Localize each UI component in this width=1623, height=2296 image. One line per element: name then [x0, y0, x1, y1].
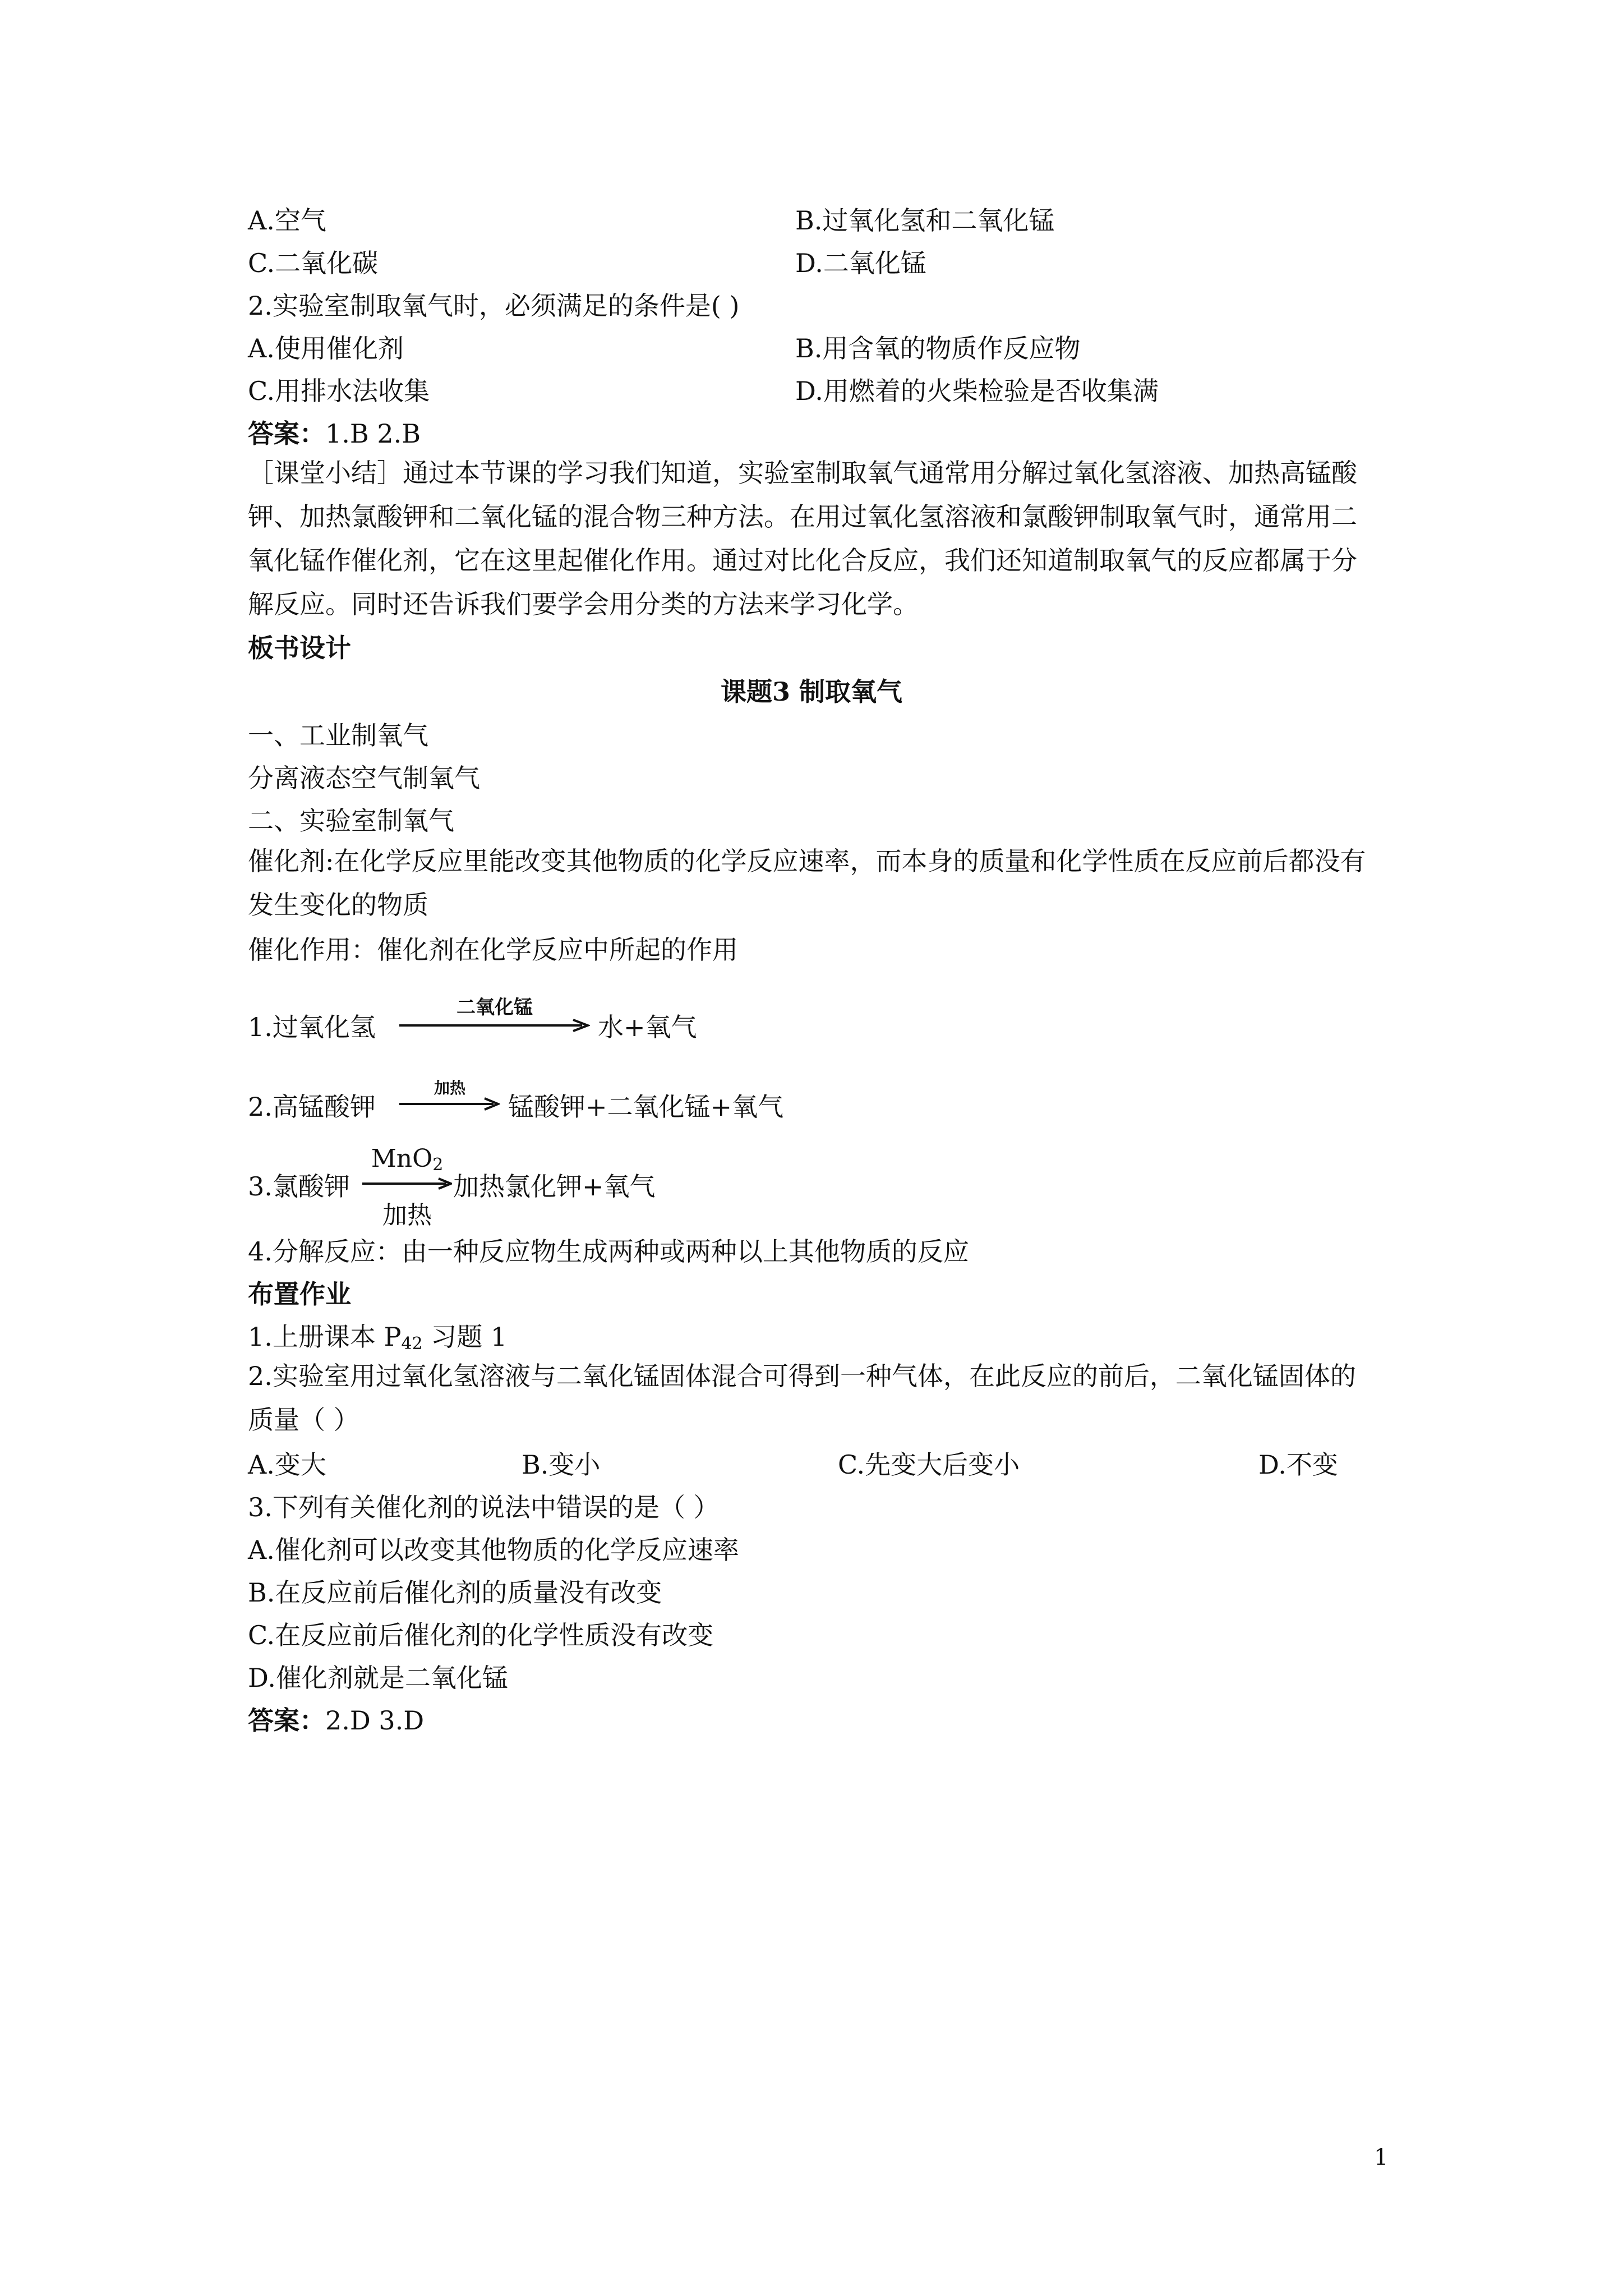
catalyst-definition: 催化剂:在化学反应里能改变其他物质的化学反应速率，而本身的质量和化学性质在反应前后都没有发生变化的物质: [248, 846, 1366, 920]
q2-option-a: A.使用催化剂: [248, 333, 404, 364]
homework-q3-stem: 3.下列有关催化剂的说法中错误的是（ ）: [248, 1492, 720, 1522]
homework-item-1: 1.上册课本 $P_{42}$ 习题 1: [248, 1322, 508, 1354]
board-design-heading: 板书设计: [248, 633, 351, 663]
q1-option-b: B.过氧化氢和二氧化锰: [795, 205, 1055, 236]
reaction-3-arrow: [362, 1144, 452, 1228]
catalysis-definition: 催化作用：催化剂在化学反应中所起的作用: [248, 935, 738, 965]
reaction-3-condition: 加热: [382, 1201, 432, 1230]
arrow-icon: [399, 1096, 500, 1113]
reaction-2-arrow: [399, 1076, 500, 1115]
homework-q2-option-c: C.先变大后变小: [838, 1450, 1020, 1480]
reaction-3-reactant: 3.氯酸钾: [248, 1171, 350, 1202]
board-line-lab: 二、实验室制氧气: [248, 806, 454, 836]
q2-stem: 2.实验室制取氧气时，必须满足的条件是( ): [248, 291, 740, 321]
class-summary: ［课堂小结］通过本节课的学习我们知道，实验室制取氧气通常用分解过氧化氢溶液、加热高锰酸钾、加热氯酸钾和二氧化锰的混合物三种方法。在用过氧化氢溶液和氯酸钾制取氧气时，通常用二氧化锰作催化剂，它在这里起催化作用。通过对比化合反应，我们还知道制取氧气的反应都属于分解反应。同时还告诉我们要学会用分类的方法来学习化学。: [248, 458, 1357, 619]
reaction-2-reactant: 2.高锰酸钾: [248, 1092, 376, 1122]
arrow-icon: [399, 1018, 590, 1034]
q1-option-c: C.二氧化碳: [248, 248, 379, 278]
reaction-1-reactant: 1.过氧化氢: [248, 1012, 376, 1042]
board-line-industrial: 一、工业制氧气: [248, 720, 428, 751]
reaction-1-products: 水+氧气: [598, 1012, 697, 1042]
answer-value: 2.D 3.D: [325, 1705, 425, 1736]
answer-label: 答案：: [248, 1705, 325, 1736]
q2-option-c: C.用排水法收集: [248, 376, 430, 406]
homework-q3-option-d: D.催化剂就是二氧化锰: [248, 1663, 508, 1693]
reaction-3-products: 加热氯化钾+氧气: [453, 1171, 656, 1202]
homework-q2-option-a: A.变大: [248, 1450, 326, 1480]
homework-q2-option-d: D.不变: [1258, 1450, 1338, 1480]
reaction-3-catalyst: MnO$_2$: [371, 1144, 444, 1175]
lesson-title: 课题3 制取氧气: [720, 677, 903, 707]
answer-value: 1.B 2.B: [325, 418, 421, 449]
homework-q3-option-c: C.在反应前后催化剂的化学性质没有改变: [248, 1620, 714, 1650]
q2-option-d: D.用燃着的火柴检验是否收集满: [795, 376, 1159, 406]
reaction-1-condition: 二氧化锰: [457, 996, 533, 1019]
answer-label: 答案：: [248, 418, 325, 449]
board-line-liquid-air: 分离液态空气制氧气: [248, 763, 480, 793]
reaction-2-products: 锰酸钾+二氧化锰+氧气: [508, 1092, 784, 1122]
homework-heading: 布置作业: [248, 1279, 351, 1309]
homework-q2-stem: 2.实验室用过氧化氢溶液与二氧化锰固体混合可得到一种气体，在此反应的前后，二氧化锰固体的质量（ ）: [248, 1361, 1356, 1435]
answer-line-1: [248, 418, 421, 449]
page-number: 1: [1374, 2145, 1389, 2170]
q2-option-b: B.用含氧的物质作反应物: [795, 333, 1081, 364]
reaction-2-condition: 加热: [434, 1079, 465, 1097]
homework-q2-option-b: B.变小: [522, 1450, 601, 1480]
q1-option-a: A.空气: [248, 205, 326, 236]
homework-q3-option-a: A.催化剂可以改变其他物质的化学反应速率: [248, 1535, 739, 1565]
decomposition-definition: 4.分解反应：由一种反应物生成两种或两种以上其他物质的反应: [248, 1236, 969, 1267]
answer-line-2: [248, 1705, 425, 1736]
homework-q3-option-b: B.在反应前后催化剂的质量没有改变: [248, 1577, 662, 1608]
arrow-icon: [362, 1177, 452, 1190]
q1-option-d: D.二氧化锰: [795, 248, 926, 278]
reaction-1-arrow: [399, 992, 590, 1037]
